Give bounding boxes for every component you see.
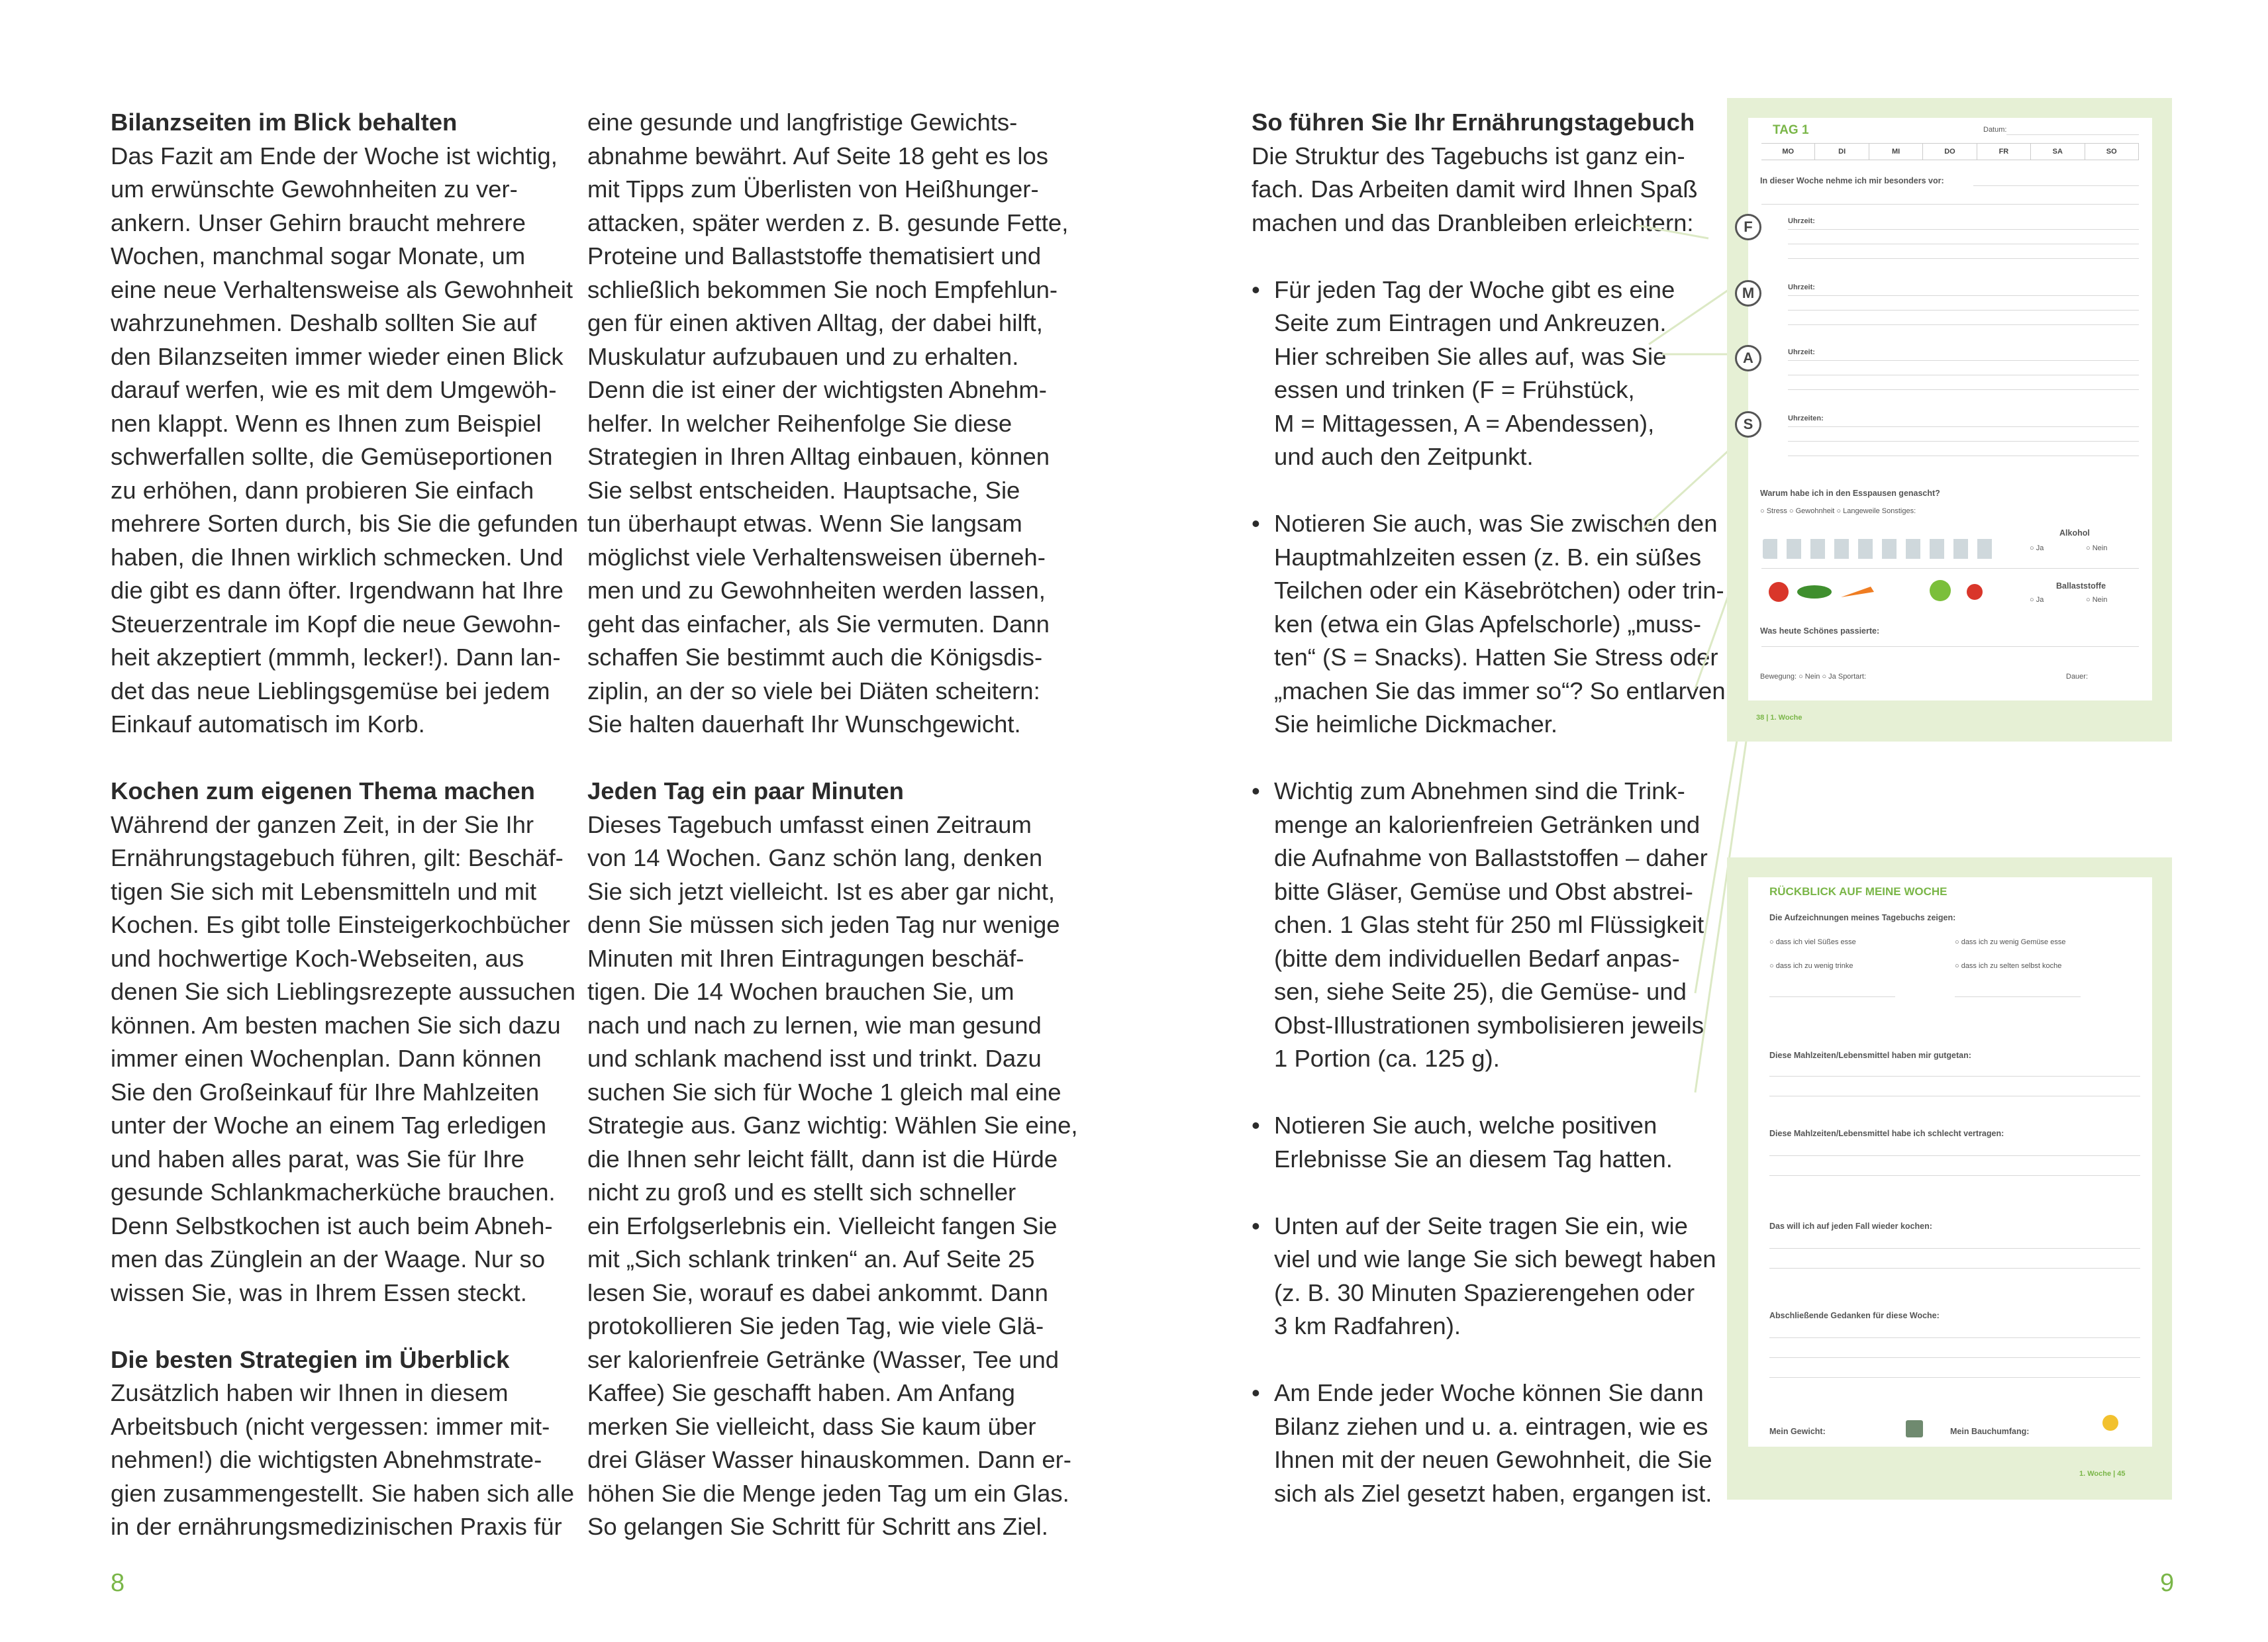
thumb-day-focus-label: In dieser Woche nehme ich mir besonders vor: bbox=[1760, 176, 1944, 185]
body-text-line: Proteine und Ballaststoffe thematisiert und bbox=[587, 242, 1042, 269]
bullet-dot: • bbox=[1252, 1379, 1260, 1406]
body-text-line: Sie den Großeinkauf für Ihre Mahlzeiten bbox=[111, 1078, 540, 1106]
thumb-week-bauch: Mein Bauchumfang: bbox=[1950, 1427, 2030, 1436]
meal-letter-circle: S bbox=[1735, 411, 1761, 438]
meal-letter-circle: M bbox=[1735, 280, 1761, 307]
body-text-line: So gelangen Sie Schritt für Schritt ans Ziel. bbox=[587, 1513, 1048, 1540]
body-text-line: Steuerzentrale im Kopf die neue Gewohn- bbox=[111, 610, 561, 638]
weekday-cell: MO bbox=[1761, 144, 1815, 160]
body-text-line: in der ernährungsmedizinischen Praxis für bbox=[111, 1513, 562, 1540]
thumb-day-alcohol: Alkohol bbox=[2059, 528, 2090, 538]
write-line bbox=[1788, 324, 2139, 325]
body-text-line: darauf werfen, wie es mit dem Umgewöh- bbox=[111, 376, 557, 403]
body-text-line: Strategien in Ihren Alltag einbauen, können bbox=[587, 443, 1050, 470]
body-text-line: die Ihnen sehr leicht fällt, dann ist die Hürde bbox=[587, 1145, 1058, 1173]
body-text-line: nicht zu groß und es stellt sich schneller bbox=[587, 1179, 1016, 1206]
bullet-text: Hauptmahlzeiten essen (z. B. ein süßes bbox=[1274, 543, 1702, 571]
body-text-line: den Bilanzseiten immer wieder einen Blick bbox=[111, 342, 564, 370]
thumb-week-bad: Diese Mahlzeiten/Lebensmittel habe ich schlecht vertragen: bbox=[1769, 1129, 2004, 1138]
body-text-line: nehmen!) die wichtigsten Abnehmstrate- bbox=[111, 1446, 542, 1473]
body-text-line: tigen. Die 14 Wochen brauchen Sie, um bbox=[587, 978, 1014, 1005]
thumb-week-opt3: ○ dass ich zu wenig trinke bbox=[1769, 962, 1853, 970]
bullet-text: die Aufnahme von Ballaststoffen – daher bbox=[1274, 844, 1708, 871]
bullet-text: Obst-Illustrationen symbolisieren jeweils bbox=[1274, 1011, 1704, 1039]
thumb-day-alcohol-nein: ○ Nein bbox=[2086, 544, 2108, 552]
body-text-line: protokollieren Sie jeden Tag, wie viele Glä- bbox=[587, 1312, 1044, 1339]
bullet-text: ten“ (S = Snacks). Hatten Sie Stress oder bbox=[1274, 644, 1718, 671]
meal-time-label: Uhrzeiten: bbox=[1788, 414, 1824, 422]
thumb-week-gewicht: Mein Gewicht: bbox=[1769, 1427, 1826, 1436]
bullet-text: ken (etwa ein Glas Apfelschorle) „muss- bbox=[1274, 610, 1702, 638]
body-text-line: merken Sie vielleicht, dass Sie kaum über bbox=[587, 1412, 1036, 1440]
tape-measure-icon bbox=[2102, 1415, 2118, 1431]
bullet-text: sich als Ziel gesetzt haben, ergangen ist. bbox=[1274, 1479, 1712, 1507]
body-text-line: Sie halten dauerhaft Ihr Wunschgewicht. bbox=[587, 710, 1021, 738]
body-text-line: det das neue Lieblingsgemüse bei jedem bbox=[111, 677, 550, 704]
body-text-line: machen und das Dranbleiben erleichtern: bbox=[1252, 209, 1694, 236]
body-text-line: Strategie aus. Ganz wichtig: Wählen Sie eine, bbox=[587, 1112, 1078, 1139]
body-text-line: mehrere Sorten durch, bis Sie die gefunden bbox=[111, 510, 579, 537]
page-number-left: 8 bbox=[111, 1569, 125, 1597]
meal-letter-circle: A bbox=[1735, 345, 1761, 371]
bullet-text: essen und trinken (F = Frühstück, bbox=[1274, 376, 1635, 403]
body-text-line: men das Zünglein an der Waage. Nur so bbox=[111, 1245, 546, 1273]
weekday-cell: DI bbox=[1815, 144, 1869, 160]
thumb-week-again: Das will ich auf jeden Fall wieder kochen: bbox=[1769, 1222, 1932, 1231]
body-text-line: Arbeitsbuch (nicht vergessen: immer mit- bbox=[111, 1412, 550, 1440]
body-text-line: können. Am besten machen Sie sich dazu bbox=[111, 1011, 561, 1039]
thumb-week-page bbox=[1748, 877, 2152, 1447]
thumb-day-bewegung: Bewegung: ○ Nein ○ Ja Sportart: bbox=[1760, 673, 1867, 681]
body-text-line: Kaffee) Sie geschafft haben. Am Anfang bbox=[587, 1379, 1015, 1406]
bullet-text: menge an kalorienfreien Getränken und bbox=[1274, 810, 1701, 838]
body-text-line: tun überhaupt etwas. Wenn Sie langsam bbox=[587, 510, 1022, 537]
bullet-text: 1 Portion (ca. 125 g). bbox=[1274, 1045, 1500, 1072]
body-text-line: unter der Woche an einem Tag erledigen bbox=[111, 1112, 547, 1139]
body-text-line: Während der ganzen Zeit, in der Sie Ihr bbox=[111, 810, 534, 838]
meal-time-label: Uhrzeit: bbox=[1788, 217, 1815, 225]
thumb-week-subtitle: Die Aufzeichnungen meines Tagebuchs zeigen: bbox=[1769, 913, 1956, 922]
bullet-dot: • bbox=[1252, 510, 1260, 537]
body-text-line: Denn Selbstkochen ist auch beim Abneh- bbox=[111, 1212, 553, 1239]
thumb-week-good: Diese Mahlzeiten/Lebensmittel haben mir gutgetan: bbox=[1769, 1051, 1971, 1060]
body-text-line: Denn die ist einer der wichtigsten Abnehm- bbox=[587, 376, 1047, 403]
thumb-day-weekdays bbox=[1761, 143, 2139, 160]
bullet-text: Wichtig zum Abnehmen sind die Trink- bbox=[1274, 777, 1685, 804]
section-heading: Bilanzseiten im Blick behalten bbox=[111, 109, 458, 136]
bullet-text: Notieren Sie auch, was Sie zwischen den bbox=[1274, 510, 1718, 537]
body-text-line: gen für einen aktiven Alltag, der dabei hilft, bbox=[587, 309, 1043, 336]
weekday-cell: SO bbox=[2085, 144, 2139, 160]
bullet-text: Am Ende jeder Woche können Sie dann bbox=[1274, 1379, 1704, 1406]
body-text-line: und schlank machend isst und trinkt. Dazu bbox=[587, 1045, 1042, 1072]
body-text-line: eine gesunde und langfristige Gewichts- bbox=[587, 109, 1018, 136]
body-text-line: zu erhöhen, dann probieren Sie einfach bbox=[111, 476, 534, 504]
body-text-line: immer einen Wochenplan. Dann können bbox=[111, 1045, 542, 1072]
body-text-line: schwerfallen sollte, die Gemüseportionen bbox=[111, 443, 553, 470]
bullet-text: chen. 1 Glas steht für 250 ml Flüssigkeit bbox=[1274, 911, 1704, 938]
body-text-line: Muskulatur aufzubauen und zu erhalten. bbox=[587, 342, 1019, 370]
thumb-week-final: Abschließende Gedanken für diese Woche: bbox=[1769, 1311, 1940, 1320]
write-line bbox=[1788, 258, 2139, 259]
body-text-line: gien zusammengestellt. Sie haben sich alle bbox=[111, 1479, 574, 1507]
body-text-line: denen Sie sich Lieblingsrezepte aussuchen bbox=[111, 978, 576, 1005]
bullet-text: Sie heimliche Dickmacher. bbox=[1274, 710, 1558, 738]
body-text-line: möglichst viele Verhaltensweisen überneh- bbox=[587, 543, 1046, 571]
write-line bbox=[1788, 360, 2139, 361]
body-text-line: eine neue Verhaltensweise als Gewohnheit bbox=[111, 275, 573, 303]
bullet-text: und auch den Zeitpunkt. bbox=[1274, 443, 1534, 470]
scale-icon bbox=[1906, 1420, 1923, 1437]
body-text-line: tigen Sie sich mit Lebensmitteln und mit bbox=[111, 877, 537, 905]
body-text-line: nach und nach zu lernen, wie man gesund bbox=[587, 1011, 1042, 1039]
body-text-line: Sie sich jetzt vielleicht. Ist es aber gar nicht, bbox=[587, 877, 1055, 905]
callout-line-m bbox=[1649, 290, 1728, 344]
bullet-text: bitte Gläser, Gemüse und Obst abstrei- bbox=[1274, 877, 1693, 905]
page-number-right: 9 bbox=[2160, 1569, 2175, 1597]
section-heading: So führen Sie Ihr Ernährungstagebuch bbox=[1252, 109, 1695, 136]
bullet-text: Hier schreiben Sie alles auf, was Sie bbox=[1274, 342, 1667, 370]
body-text-line: Sie selbst entscheiden. Hauptsache, Sie bbox=[587, 476, 1020, 504]
bullet-dot: • bbox=[1252, 777, 1260, 804]
body-text-line: und hochwertige Koch-Webseiten, aus bbox=[111, 944, 524, 972]
bullet-dot: • bbox=[1252, 1112, 1260, 1139]
body-text-line: wissen Sie, was in Ihrem Essen steckt. bbox=[111, 1279, 527, 1306]
body-text-line: attacken, später werden z. B. gesunde Fette, bbox=[587, 209, 1069, 236]
body-text-line: heit akzeptiert (mmmh, lecker!). Dann lan- bbox=[111, 644, 561, 671]
body-text-line: mit Tipps zum Überlisten von Heißhunger- bbox=[587, 175, 1039, 203]
weekday-cell: SA bbox=[2031, 144, 2085, 160]
body-text-line: ziplin, an der so viele bei Diäten scheitern: bbox=[587, 677, 1040, 704]
thumb-week-footer: 1. Woche | 45 bbox=[2079, 1470, 2126, 1478]
bullet-text: Notieren Sie auch, welche positiven bbox=[1274, 1112, 1657, 1139]
thumb-day-schoenes: Was heute Schönes passierte: bbox=[1760, 626, 1880, 636]
meal-time-label: Uhrzeit: bbox=[1788, 283, 1815, 291]
bullet-text: „machen Sie das immer so“? So entlarven bbox=[1274, 677, 1726, 704]
body-text-line: helfer. In welcher Reihenfolge Sie diese bbox=[587, 409, 1012, 437]
body-text-line: Zusätzlich haben wir Ihnen in diesem bbox=[111, 1379, 509, 1406]
callout-line-f bbox=[1636, 225, 1708, 238]
body-text-line: die gibt es dann öfter. Irgendwann hat Ihre bbox=[111, 577, 564, 604]
bullet-text: M = Mittagessen, A = Abendessen), bbox=[1274, 409, 1655, 437]
bullet-text: Ihnen mit der neuen Gewohnheit, die Sie bbox=[1274, 1446, 1712, 1473]
weekday-cell: MI bbox=[1869, 144, 1923, 160]
body-text-line: ser kalorienfreie Getränke (Wasser, Tee und bbox=[587, 1345, 1060, 1373]
bullet-text: Bilanz ziehen und u. a. eintragen, wie es bbox=[1274, 1412, 1708, 1440]
section-heading: Die besten Strategien im Überblick bbox=[111, 1345, 510, 1373]
bullet-text: (z. B. 30 Minuten Spazierengehen oder bbox=[1274, 1279, 1695, 1306]
vegetables-icon bbox=[1761, 575, 2026, 608]
body-text-line: fach. Das Arbeiten damit wird Ihnen Spaß bbox=[1252, 175, 1698, 203]
section-heading: Jeden Tag ein paar Minuten bbox=[587, 777, 904, 804]
write-line bbox=[1788, 389, 2139, 390]
body-text-line: von 14 Wochen. Ganz schön lang, denken bbox=[587, 844, 1043, 871]
thumb-week-opt2: ○ dass ich zu wenig Gemüse esse bbox=[1955, 938, 2066, 946]
body-text-line: Die Struktur des Tagebuchs ist ganz ein- bbox=[1252, 142, 1685, 169]
section-heading: Kochen zum eigenen Thema machen bbox=[111, 777, 535, 804]
weekday-cell: DO bbox=[1923, 144, 1977, 160]
body-text-line: ankern. Unser Gehirn braucht mehrere bbox=[111, 209, 526, 236]
body-text-line: schließlich bekommen Sie noch Empfehlun- bbox=[587, 275, 1058, 303]
body-text-line: mit „Sich schlank trinken“ an. Auf Seite 25 bbox=[587, 1245, 1035, 1273]
bullet-text: Unten auf der Seite tragen Sie ein, wie bbox=[1274, 1212, 1688, 1239]
body-text-line: geht das einfacher, als Sie vermuten. Dann bbox=[587, 610, 1050, 638]
thumb-day-fiber-ja: ○ Ja bbox=[2030, 596, 2044, 604]
bullet-dot: • bbox=[1252, 275, 1260, 303]
body-text-line: nen klappt. Wenn es Ihnen zum Beispiel bbox=[111, 409, 542, 437]
body-text-line: Dieses Tagebuch umfasst einen Zeitraum bbox=[587, 810, 1032, 838]
body-text-line: schaffen Sie bestimmt auch die Königsdis- bbox=[587, 644, 1043, 671]
body-text-line: höhen Sie die Menge jeden Tag um ein Glas. bbox=[587, 1479, 1069, 1507]
thumb-day-dauer: Dauer: bbox=[2066, 673, 2089, 681]
write-line bbox=[1788, 229, 2139, 230]
body-text-line: wahrzunehmen. Deshalb sollten Sie auf bbox=[111, 309, 537, 336]
write-line bbox=[1788, 310, 2139, 311]
body-text-line: Ernährungstagebuch führen, gilt: Beschäf- bbox=[111, 844, 564, 871]
body-text-line: gesunde Schlankmacherküche brauchen. bbox=[111, 1179, 556, 1206]
body-text-line: ein Erfolgserlebnis ein. Vielleicht fangen Sie bbox=[587, 1212, 1058, 1239]
thumb-day-snack-options: ○ Stress ○ Gewohnheit ○ Langeweile Sonstiges: bbox=[1760, 507, 1916, 515]
thumb-week-opt4: ○ dass ich zu selten selbst koche bbox=[1955, 962, 2062, 970]
write-line bbox=[1788, 441, 2139, 442]
bullet-text: 3 km Radfahren). bbox=[1274, 1312, 1461, 1339]
bullet-text: Seite zum Eintragen und Ankreuzen. bbox=[1274, 309, 1667, 336]
body-text-line: und haben alles parat, was Sie für Ihre bbox=[111, 1145, 524, 1173]
body-text-line: abnahme bewährt. Auf Seite 18 geht es los bbox=[587, 142, 1048, 169]
thumb-day-alcohol-ja: ○ Ja bbox=[2030, 544, 2044, 552]
bullet-text: sen, siehe Seite 25), die Gemüse- und bbox=[1274, 978, 1687, 1005]
thumb-day-title: TAG 1 bbox=[1773, 123, 1809, 137]
write-line bbox=[1788, 295, 2139, 296]
thumb-day-footer: 38 | 1. Woche bbox=[1756, 714, 1802, 722]
glasses-icon bbox=[1763, 539, 1995, 559]
thumb-day-datum: Datum: bbox=[1983, 126, 2007, 134]
bullet-text: viel und wie lange Sie sich bewegt haben bbox=[1274, 1245, 1716, 1273]
weekday-cell: FR bbox=[1977, 144, 2031, 160]
bullet-text: Erlebnisse Sie an diesem Tag hatten. bbox=[1274, 1145, 1673, 1173]
bullet-text: Für jeden Tag der Woche gibt es eine bbox=[1274, 275, 1675, 303]
body-text-line: Das Fazit am Ende der Woche ist wichtig, bbox=[111, 142, 558, 169]
thumb-week-title: RÜCKBLICK AUF MEINE WOCHE bbox=[1769, 885, 1948, 898]
body-text-line: drei Gläser Wasser hinauskommen. Dann er- bbox=[587, 1446, 1071, 1473]
body-text-line: Einkauf automatisch im Korb. bbox=[111, 710, 425, 738]
body-text-line: um erwünschte Gewohnheiten zu ver- bbox=[111, 175, 518, 203]
body-text-line: Wochen, manchmal sogar Monate, um bbox=[111, 242, 526, 269]
meal-time-label: Uhrzeit: bbox=[1788, 348, 1815, 356]
bullet-text: (bitte dem individuellen Bedarf anpas- bbox=[1274, 944, 1680, 972]
bullet-text: Teilchen oder ein Käsebrötchen) oder trin- bbox=[1274, 577, 1724, 604]
bullet-dot: • bbox=[1252, 1212, 1260, 1239]
thumb-day-snack-question: Warum habe ich in den Esspausen genascht? bbox=[1760, 489, 1940, 498]
body-text-line: Minuten mit Ihren Eintragungen beschäf- bbox=[587, 944, 1024, 972]
body-text-line: Kochen. Es gibt tolle Einsteigerkochbücher bbox=[111, 911, 570, 938]
body-text-line: haben, die Ihnen wirklich schmecken. Und bbox=[111, 543, 564, 571]
body-text-line: men und zu Gewohnheiten werden lassen, bbox=[587, 577, 1046, 604]
thumb-day-ballaststoffe: Ballaststoffe bbox=[2056, 581, 2106, 591]
write-line bbox=[1788, 426, 2139, 427]
meal-letter-circle: F bbox=[1735, 214, 1761, 240]
body-text-line: lesen Sie, worauf es dabei ankommt. Dann bbox=[587, 1279, 1048, 1306]
thumb-week-opt1: ○ dass ich viel Süßes esse bbox=[1769, 938, 1856, 946]
body-text-line: suchen Sie sich für Woche 1 gleich mal eine bbox=[587, 1078, 1061, 1106]
body-text-line: denn Sie müssen sich jeden Tag nur wenige bbox=[587, 911, 1060, 938]
thumb-day-fiber-nein: ○ Nein bbox=[2086, 596, 2108, 604]
thumb-day-page bbox=[1742, 118, 2152, 700]
